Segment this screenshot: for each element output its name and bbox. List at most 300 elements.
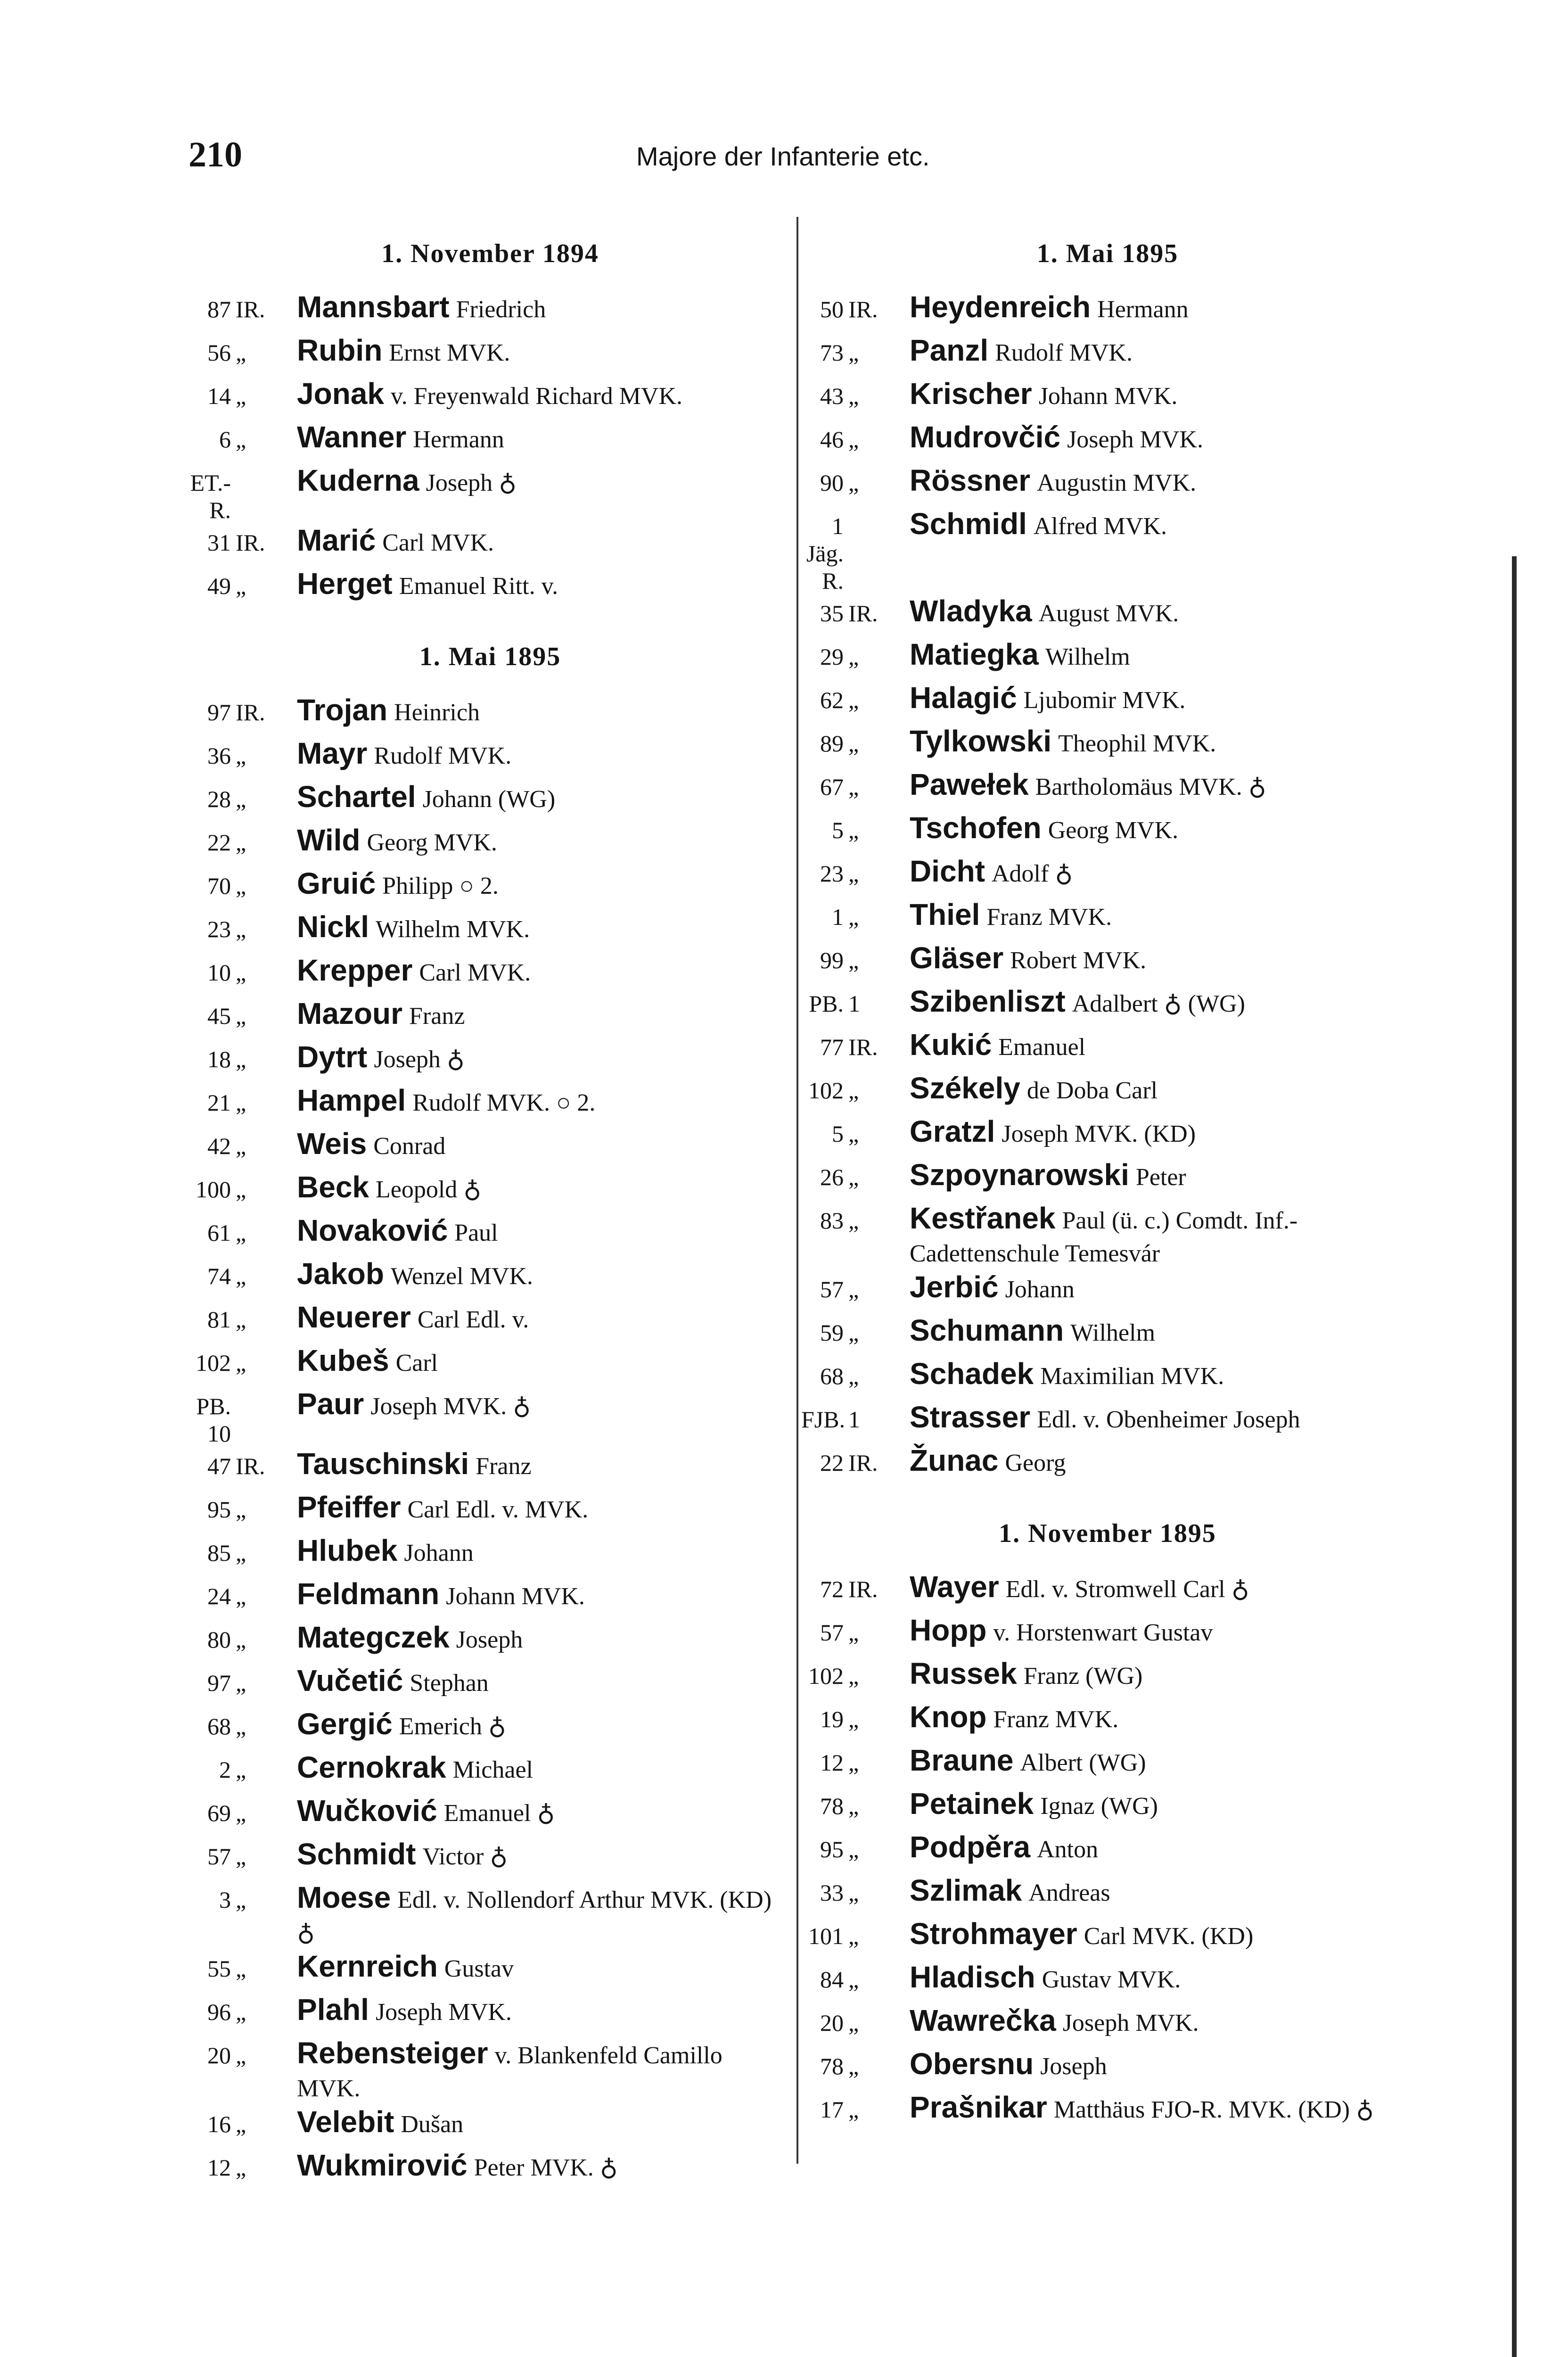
officer-name (297, 2149, 792, 2184)
unit-type: „ (236, 1800, 246, 1826)
section-date-heading: 1. November 1895 (999, 1519, 1216, 1548)
regiment-number: 2 (219, 1756, 231, 1783)
officer-name (297, 1751, 792, 1787)
officer-entry (801, 1270, 1414, 1314)
given-names-and-honours: Emanuel ♁ (443, 1800, 555, 1827)
surname: Halagić (910, 681, 1017, 715)
regiment-number: 95 (207, 1496, 231, 1523)
unit-type: „ (236, 2154, 246, 2181)
unit-type: „ (848, 817, 859, 843)
officer-name (910, 681, 1414, 717)
regiment-number: 36 (207, 742, 231, 769)
regiment-number: 69 (207, 1800, 231, 1826)
given-names-and-honours: Gustav (444, 1955, 514, 1982)
given-names-and-honours: Peter (1135, 1164, 1186, 1191)
surname: Gergić (297, 1707, 393, 1741)
given-names-and-honours: Carl MVK. (419, 959, 531, 986)
surname: Kukić (910, 1028, 992, 1062)
officer-name (910, 811, 1414, 847)
given-names-and-honours: Carl MVK. (382, 529, 494, 556)
given-names-and-honours: v. Horstenwart Gustav (993, 1619, 1213, 1646)
regiment-number: 29 (820, 643, 844, 670)
surname: Szibenliszt (910, 984, 1066, 1018)
unit-type: „ (236, 1540, 246, 1566)
given-names-and-honours: Joseph (1040, 2053, 1107, 2080)
regiment-number: 18 (207, 1046, 231, 1072)
officer-name (910, 1028, 1414, 1064)
unit-type: IR. (236, 529, 265, 556)
regiment-number: 96 (207, 1999, 231, 2025)
surname: Hlubek (297, 1533, 398, 1567)
officer-entry (189, 1707, 792, 1751)
officer-name (297, 1214, 792, 1250)
unit-type: „ (236, 1583, 246, 1609)
unit-type: „ (236, 426, 246, 453)
unit-type: „ (848, 1923, 859, 1949)
regiment-number: 95 (820, 1836, 844, 1863)
regiment-number: 3 (219, 1887, 231, 1913)
unit-type: „ (848, 860, 859, 887)
unit-type: „ (236, 1955, 246, 1982)
regiment-number: 1 Jäg. R. (806, 513, 844, 594)
unit-type: „ (848, 904, 859, 930)
officer-name (297, 2105, 792, 2141)
given-names-and-honours: Theophil MVK. (1058, 730, 1216, 757)
regiment-number: 22 (207, 829, 231, 856)
regiment-number: 68 (820, 1363, 844, 1389)
given-names-and-honours: Hermann (1097, 296, 1189, 323)
regiment-number: 74 (207, 1263, 231, 1289)
unit-type: „ (848, 730, 859, 757)
regiment-number: 102 (808, 1077, 844, 1104)
surname: Hampel (297, 1083, 406, 1117)
surname: Heydenreich (910, 290, 1091, 324)
officer-entry (189, 1794, 792, 1838)
officer-entry (189, 2036, 792, 2105)
officer-name (297, 1257, 792, 1293)
officer-name (297, 290, 792, 326)
surname: Szlimak (910, 1873, 1022, 1907)
surname: Mudrovčić (910, 420, 1061, 454)
surname: Tylkowski (910, 724, 1052, 758)
officer-name (297, 954, 792, 989)
officer-entry (801, 768, 1414, 811)
unit-type: „ (236, 1350, 246, 1376)
officer-name (910, 1444, 1414, 1480)
given-names-and-honours: Stephan (410, 1670, 489, 1697)
unit-type: IR. (848, 1450, 878, 1476)
regiment-number: 85 (207, 1540, 231, 1566)
officer-entry (189, 1534, 792, 1577)
officer-name (297, 693, 792, 729)
officer-entry (189, 1577, 792, 1621)
regiment-number: 81 (207, 1306, 231, 1333)
given-names-and-honours: Victor ♁ (422, 1843, 508, 1870)
unit-type: „ (848, 1749, 859, 1776)
surname: Kernreich (297, 1949, 438, 1983)
unit-type: „ (848, 2053, 859, 2079)
officer-entry (801, 1071, 1414, 1115)
regiment-number: 68 (207, 1713, 231, 1739)
regiment-number: 90 (820, 470, 844, 496)
unit-type: „ (848, 643, 859, 670)
officer-name (910, 464, 1414, 500)
officer-name (297, 1950, 792, 1986)
surname: Nickl (297, 910, 369, 944)
regiment-number: 62 (820, 687, 844, 713)
regiment-number: 12 (820, 1749, 844, 1776)
given-names-and-honours: Paul (454, 1220, 498, 1246)
surname: Dytrt (297, 1040, 368, 1074)
officer-entry (801, 1700, 1414, 1744)
unit-type: „ (236, 959, 246, 986)
regiment-number: 26 (820, 1164, 844, 1190)
regiment-number: 1 (832, 904, 844, 930)
officer-name (297, 1447, 792, 1483)
regiment-number: 23 (207, 916, 231, 942)
unit-type: „ (848, 1164, 859, 1190)
surname: Wayer (910, 1570, 999, 1604)
surname: Matiegka (910, 637, 1039, 671)
surname: Thiel (910, 898, 980, 931)
given-names-and-honours: Emanuel (998, 1034, 1086, 1061)
surname: Wild (297, 823, 361, 857)
officer-name (910, 377, 1414, 413)
officer-name (910, 1158, 1414, 1194)
officer-entry (801, 1570, 1414, 1614)
officer-name (297, 420, 792, 456)
unit-type: „ (236, 1263, 246, 1289)
officer-name (910, 1917, 1414, 1953)
given-names-and-honours: Adalbert ♁ (WG) (1072, 990, 1245, 1017)
regiment-number: 49 (207, 573, 231, 599)
given-names-and-honours: Edl. v. Obenheimer Joseph (1037, 1406, 1300, 1433)
regiment-number: 57 (820, 1619, 844, 1646)
given-names-and-honours: Joseph MVK. (375, 1999, 512, 2026)
officer-entry (801, 1917, 1414, 1961)
unit-type: „ (848, 2096, 859, 2123)
regiment-number: 28 (207, 786, 231, 812)
regiment-number: 10 (207, 959, 231, 986)
surname: Wučković (297, 1794, 437, 1828)
officer-entry (189, 1344, 792, 1387)
officer-name (297, 997, 792, 1033)
regiment-number: 80 (207, 1626, 231, 1653)
surname: Cernokrak (297, 1750, 446, 1784)
given-names-and-honours: Leopold ♁ (376, 1176, 482, 1203)
officer-name (297, 1301, 792, 1336)
surname: Pfeiffer (297, 1490, 401, 1524)
officer-name (910, 1570, 1414, 1606)
officer-name (297, 1838, 792, 1873)
surname: Vučetić (297, 1664, 403, 1698)
surname: Wawrečka (910, 2003, 1056, 2037)
rank-section (801, 236, 1414, 1487)
surname: Székely (910, 1071, 1020, 1105)
officer-entry (801, 1314, 1414, 1357)
surname: Schumann (910, 1313, 1064, 1347)
officer-entry (801, 855, 1414, 898)
surname: Knop (910, 1700, 987, 1734)
unit-type: IR. (848, 600, 878, 626)
regiment-number: 43 (820, 383, 844, 409)
surname: Kestřanek (910, 1201, 1056, 1235)
officer-name (910, 725, 1414, 760)
surname: Paur (297, 1387, 364, 1421)
officer-name (910, 638, 1414, 674)
given-names-and-honours: Franz MVK. (993, 1706, 1119, 1733)
officer-entry (189, 780, 792, 824)
given-names-and-honours: Bartholomäus MVK. ♁ (1035, 774, 1266, 800)
officer-name (910, 1961, 1414, 1996)
officer-entry (801, 2004, 1414, 2047)
officer-entry (801, 1357, 1414, 1401)
officer-entry (189, 1301, 792, 1344)
unit-type: IR. (848, 1034, 878, 1060)
unit-type: „ (236, 1626, 246, 1653)
regiment-number: 17 (820, 2096, 844, 2123)
officer-name (910, 768, 1414, 804)
surname: Dicht (910, 854, 985, 888)
officer-entry (189, 2105, 792, 2149)
unit-type: „ (848, 1793, 859, 1819)
regiment-number: 20 (820, 2010, 844, 2036)
unit-type: „ (236, 873, 246, 899)
unit-type: „ (236, 1003, 246, 1029)
surname: Tauschinski (297, 1447, 469, 1481)
surname: Schmidt (297, 1837, 416, 1871)
officer-entry (189, 954, 792, 997)
officer-entry (801, 681, 1414, 725)
officer-entry (801, 420, 1414, 464)
surname: Beck (297, 1170, 369, 1204)
surname: Novaković (297, 1213, 448, 1247)
officer-name (297, 1707, 792, 1743)
given-names-and-honours: Johann MVK. (1038, 383, 1178, 410)
surname: Marić (297, 523, 376, 557)
unit-type: IR. (848, 296, 878, 322)
officer-entry (189, 1040, 792, 1084)
unit-type: „ (236, 1496, 246, 1523)
officer-name (297, 334, 792, 370)
regiment-number: 31 (207, 529, 231, 556)
regiment-number: 73 (820, 339, 844, 366)
section-date-heading: 1. Mai 1895 (1036, 239, 1179, 268)
given-names-and-honours: Conrad (373, 1133, 446, 1160)
officer-name (910, 1657, 1414, 1693)
given-names-and-honours: Franz (WG) (1023, 1663, 1143, 1689)
unit-type: „ (848, 1077, 859, 1104)
officer-entry (189, 824, 792, 867)
surname: Jonak (297, 377, 384, 411)
officer-name (910, 1270, 1414, 1306)
unit-type: „ (236, 829, 246, 856)
surname: Trojan (297, 693, 388, 727)
surname: Velebit (297, 2105, 394, 2139)
officer-entry (189, 1950, 792, 1993)
regiment-number: 59 (820, 1319, 844, 1346)
officer-entry (801, 1115, 1414, 1158)
officer-name (297, 1170, 792, 1206)
officer-name (910, 898, 1414, 934)
given-names-and-honours: Alfred MVK. (1033, 513, 1167, 540)
officer-name (297, 1344, 792, 1380)
unit-type: „ (236, 383, 246, 409)
officer-name (910, 334, 1414, 370)
given-names-and-honours: Joseph MVK. (KD) (1002, 1121, 1196, 1147)
given-names-and-honours: Wilhelm (1045, 643, 1130, 670)
surname: Schartel (297, 780, 416, 814)
page-header (189, 134, 1414, 186)
regiment-number: 77 (820, 1034, 844, 1060)
officer-name (297, 1387, 792, 1423)
officer-entry (801, 377, 1414, 420)
unit-type: „ (848, 2010, 859, 2036)
officer-name (910, 1830, 1414, 1866)
given-names-and-honours: Carl Edl. v. MVK. (407, 1496, 589, 1523)
regiment-number: 83 (820, 1207, 844, 1234)
officer-entry (189, 867, 792, 910)
officer-name (910, 1874, 1414, 1910)
unit-type: „ (848, 339, 859, 366)
officer-entry (189, 693, 792, 737)
regiment-number: 5 (832, 817, 844, 843)
surname: Gläser (910, 941, 1004, 975)
unit-type: „ (236, 786, 246, 812)
surname: Rebensteiger (297, 2036, 488, 2070)
given-names-and-honours: Emanuel Ritt. v. (399, 573, 558, 600)
officer-name (910, 985, 1414, 1021)
officer-name (910, 594, 1414, 630)
officer-entry (189, 464, 792, 524)
regiment-number: 46 (820, 426, 844, 453)
regiment-number: 47 (207, 1453, 231, 1479)
officer-name (910, 1744, 1414, 1780)
surname: Jerbić (910, 1270, 999, 1304)
given-names-and-honours: Dušan (401, 2111, 464, 2138)
officer-name (297, 1621, 792, 1656)
given-names-and-honours: Wenzel MVK. (390, 1263, 533, 1290)
given-names-and-honours: Johann (404, 1540, 474, 1566)
regiment-number: ET.-R. (190, 470, 231, 523)
officer-entry (801, 1614, 1414, 1657)
unit-type: IR. (236, 699, 265, 725)
surname: Herget (297, 567, 393, 601)
officer-entry (801, 638, 1414, 681)
officer-entry (801, 1787, 1414, 1830)
given-names-and-honours: Joseph ♁ (426, 470, 517, 496)
officer-entry (801, 1961, 1414, 2004)
given-names-and-honours: Edl. v. Nollendorf Arthur MVK. (KD) ♁ (297, 1887, 772, 1946)
regiment-number: 101 (808, 1923, 844, 1949)
given-names-and-honours: Georg MVK. (367, 829, 497, 856)
surname: Schmidl (910, 507, 1027, 541)
surname: Plahl (297, 1993, 369, 2027)
officer-entry (189, 1387, 792, 1447)
unit-type: „ (848, 470, 859, 496)
surname: Rubin (297, 333, 383, 367)
given-names-and-honours: Emerich ♁ (399, 1713, 506, 1740)
unit-type: „ (848, 1121, 859, 1147)
given-names-and-honours: Ignaz (WG) (1040, 1793, 1158, 1820)
officer-entry (189, 1838, 792, 1881)
surname: Gratzl (910, 1114, 995, 1148)
given-names-and-honours: Andreas (1028, 1879, 1110, 1906)
left-column (189, 236, 792, 2220)
given-names-and-honours: Albert (WG) (1020, 1749, 1146, 1776)
officer-entry (801, 1158, 1414, 1202)
regiment-number: 50 (820, 296, 844, 322)
unit-type: „ (236, 742, 246, 769)
regiment-number: 99 (820, 947, 844, 973)
officer-name (297, 737, 792, 773)
officer-name (297, 2036, 792, 2105)
unit-type: „ (236, 573, 246, 599)
given-names-and-honours: Wilhelm MVK. (375, 916, 530, 943)
given-names-and-honours: Joseph MVK. ♁ (370, 1393, 531, 1420)
page-number: 210 (189, 135, 242, 174)
surname: Pawełek (910, 767, 1029, 801)
unit-type: „ (236, 2042, 246, 2069)
regiment-number: 78 (820, 1793, 844, 1819)
column-divider (796, 217, 798, 2164)
officer-entry (189, 567, 792, 610)
officer-name (910, 290, 1414, 326)
officer-entry (801, 1401, 1414, 1444)
officer-entry (189, 420, 792, 464)
unit-type: 1 (848, 1406, 860, 1433)
officer-entry (189, 1491, 792, 1534)
given-names-and-honours: Franz MVK. (986, 904, 1112, 931)
regiment-number: 97 (207, 1670, 231, 1696)
officer-name (910, 1314, 1414, 1350)
officer-name (297, 910, 792, 946)
given-names-and-honours: Michael (452, 1756, 533, 1783)
surname: Szpoynarowski (910, 1158, 1129, 1192)
surname: Strohmayer (910, 1917, 1077, 1951)
surname: Braune (910, 1743, 1014, 1777)
officer-entry (801, 811, 1414, 855)
officer-entry (189, 290, 792, 334)
given-names-and-honours: Franz (409, 1003, 465, 1030)
officer-entry (189, 1257, 792, 1301)
regiment-number: PB. (809, 990, 844, 1017)
given-names-and-honours: Peter MVK. ♁ (474, 2154, 618, 2181)
regiment-number: 70 (207, 873, 231, 899)
running-title: Majore der Infanterie etc. (636, 141, 930, 171)
given-names-and-honours: Franz (476, 1453, 532, 1480)
given-names-and-honours: Wilhelm (1070, 1319, 1156, 1346)
officer-entry (189, 1751, 792, 1794)
regiment-number: 102 (808, 1663, 844, 1689)
unit-type: „ (848, 383, 859, 409)
surname: Wladyka (910, 594, 1032, 628)
regiment-number: 89 (820, 730, 844, 757)
given-names-and-honours: Adolf ♁ (992, 860, 1073, 887)
officer-name (297, 1577, 792, 1613)
officer-name (910, 1401, 1414, 1436)
regiment-number: 78 (820, 2053, 844, 2079)
officer-entry (801, 1202, 1414, 1270)
unit-type: „ (236, 1670, 246, 1696)
officer-name (910, 2047, 1414, 2083)
officer-name (297, 1127, 792, 1163)
given-names-and-honours: Gustav MVK. (1042, 1966, 1181, 1993)
officer-entry (801, 725, 1414, 768)
regiment-number: 22 (820, 1450, 844, 1476)
surname: Krischer (910, 377, 1032, 411)
regiment-number: 72 (820, 1576, 844, 1602)
